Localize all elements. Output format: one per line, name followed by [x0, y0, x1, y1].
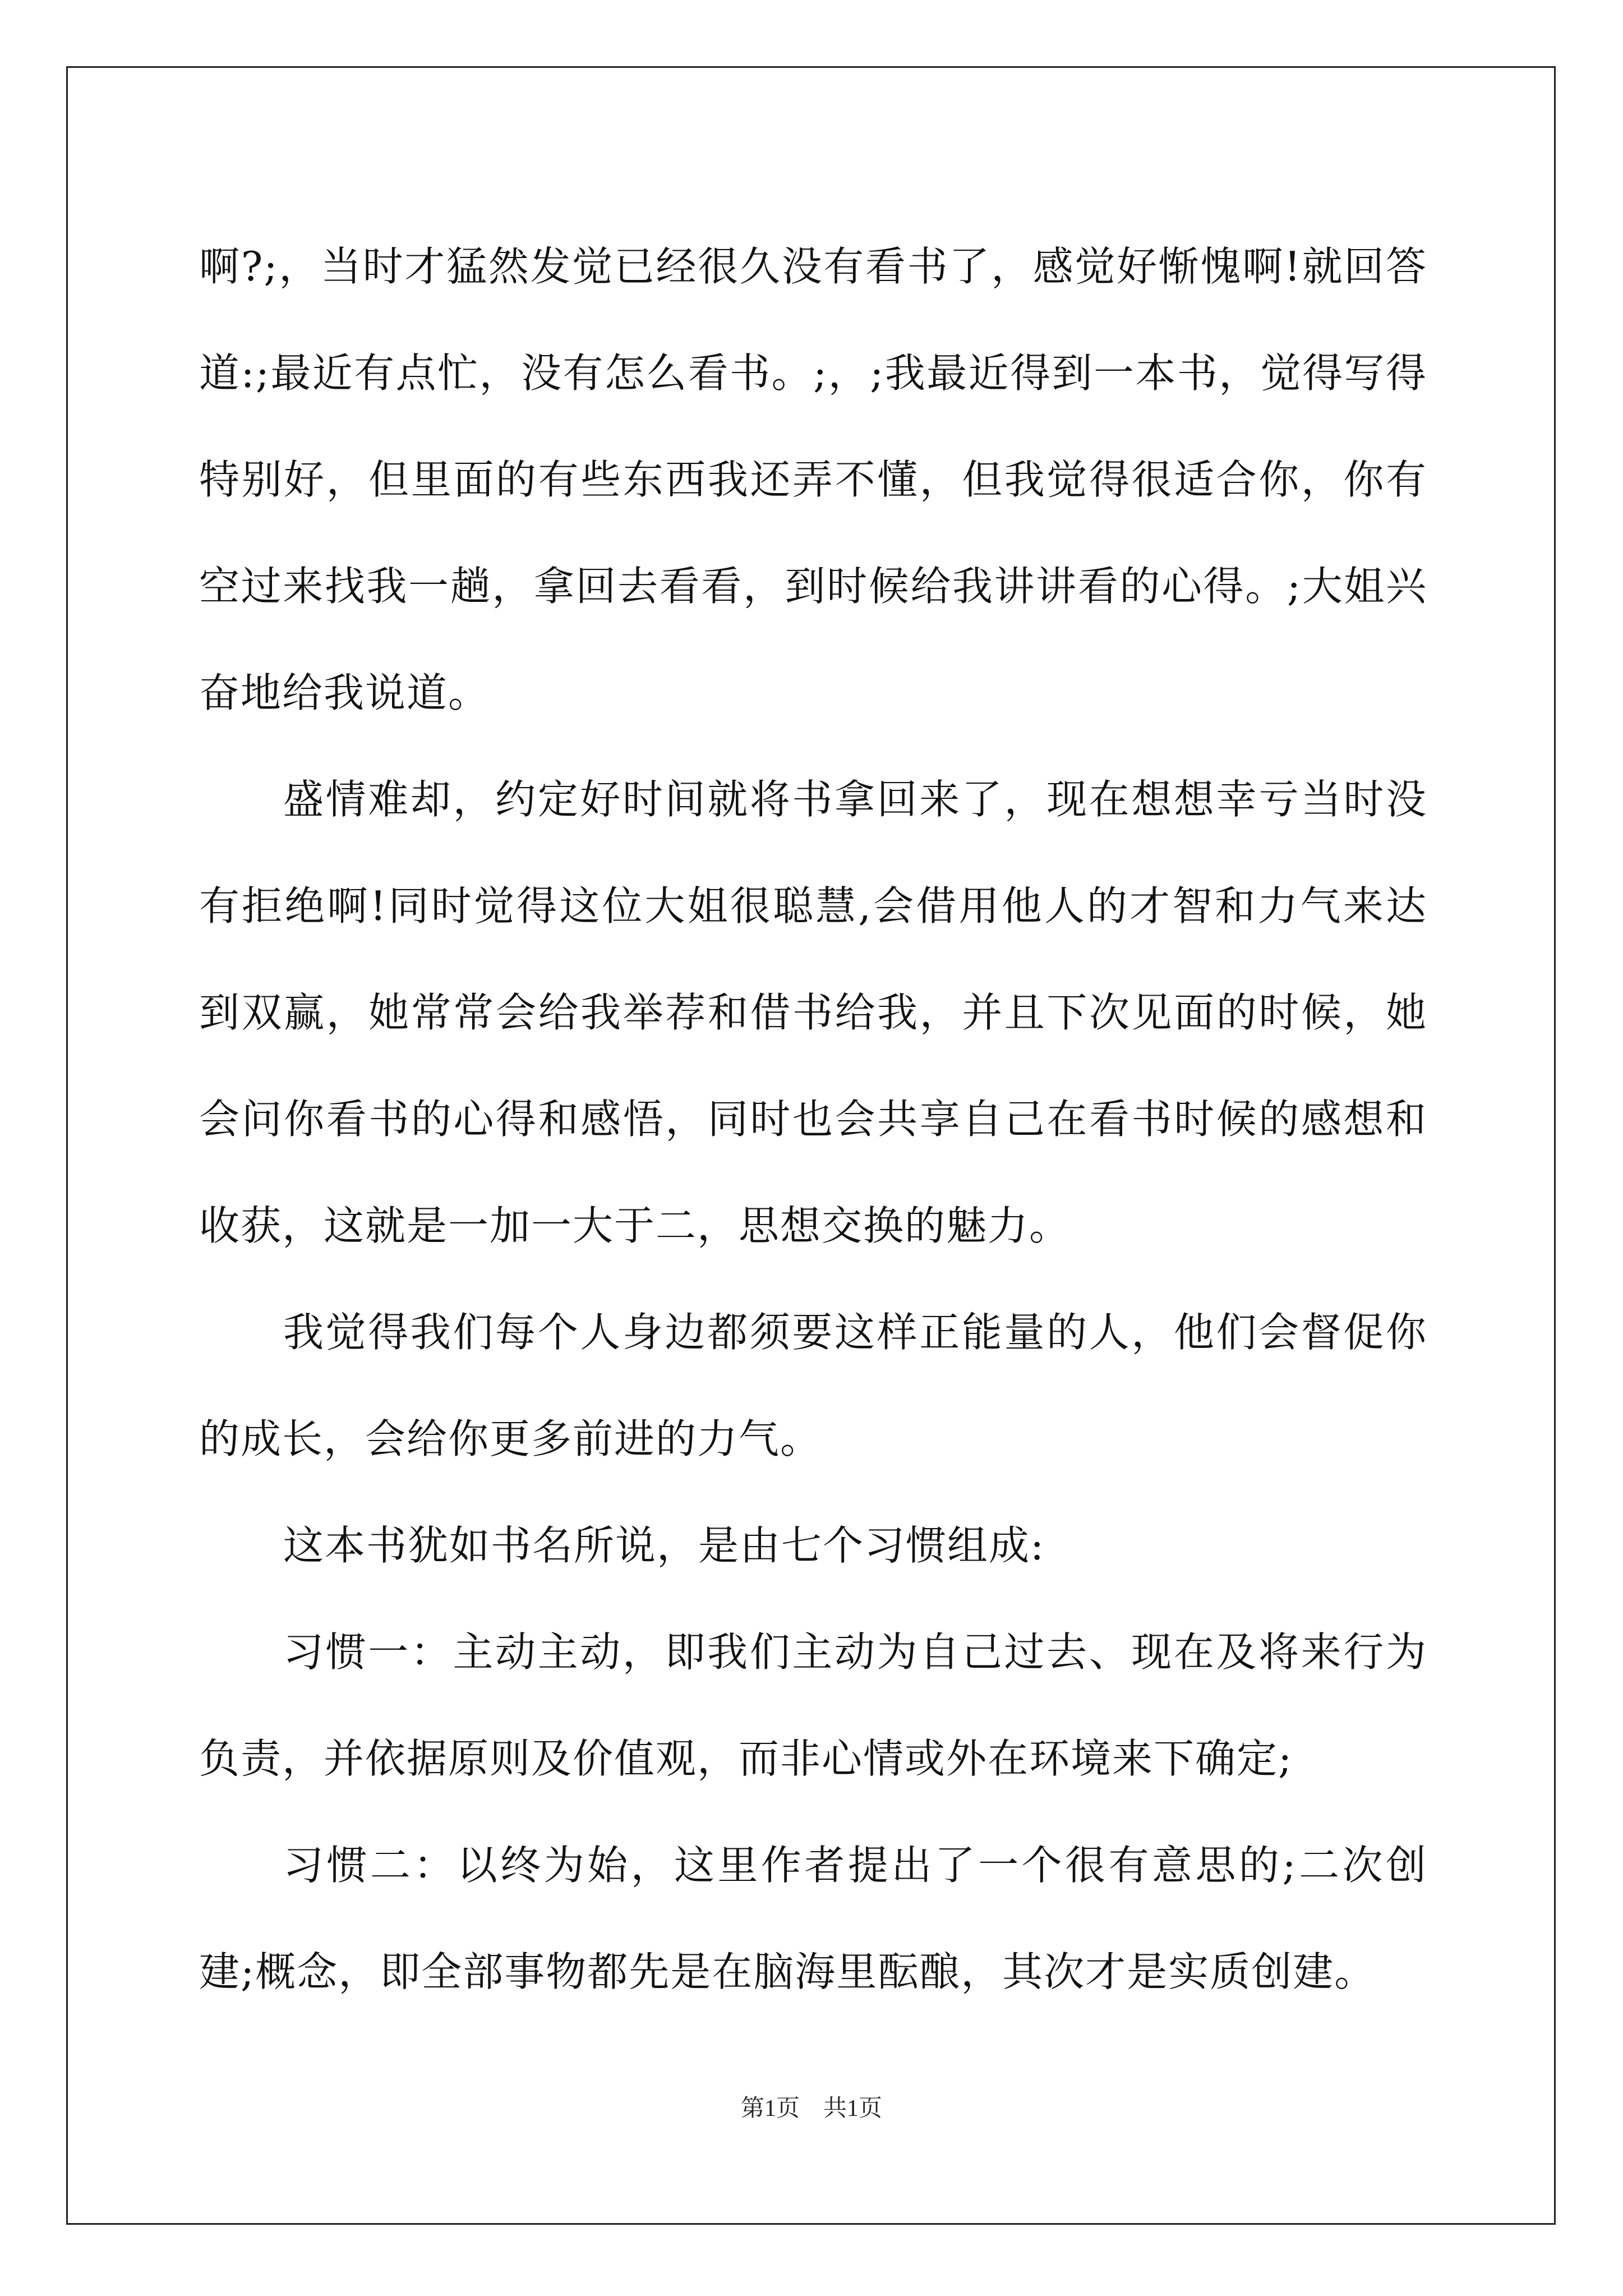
document-body: [199, 213, 1427, 2025]
paragraph-1: 啊?;，当时才猛然发觉已经很久没有看书了，感觉好惭愧啊!就回答道:;最近有点忙，没有怎么看书。;，;我最近得到一本书，觉得写得特别好，但里面的有些东西我还弄不懂，但我觉得很适合你，你有空过来找我一趟，拿回去看看，到时候给我讲讲看的心得。;大姐兴奋地给我说道。: [199, 243, 1427, 716]
paragraph-6: 习惯二：以终为始，这里作者提出了一个很有意思的;二次创建;概念，即全部事物都先是在脑海里酝酿，其次才是实质创建。: [199, 1842, 1427, 1995]
paragraph-3: 我觉得我们每个人身边都须要这样正能量的人，他们会督促你的成长，会给你更多前进的力气。: [199, 1309, 1427, 1462]
page-footer: 第1页 共1页: [740, 2096, 882, 2122]
paragraph-2: 盛情难却，约定好时间就将书拿回来了，现在想想幸亏当时没有拒绝啊!同时觉得这位大姐很聪慧,会借用他人的才智和力气来达到双赢，她常常会给我举荐和借书给我，并且下次见面的时候，她会问你看书的心得和感悟，同时也会共享自己在看书时候的感想和收获，这就是一加一大于二，思想交换的魅力。: [199, 776, 1427, 1249]
paragraph-4: 这本书犹如书名所说，是由七个习惯组成:: [283, 1522, 1045, 1569]
paragraph-5: 习惯一：主动主动，即我们主动为自己过去、现在及将来行为负责，并依据原则及价值观，而非心情或外在环境来下确定;: [199, 1628, 1427, 1782]
